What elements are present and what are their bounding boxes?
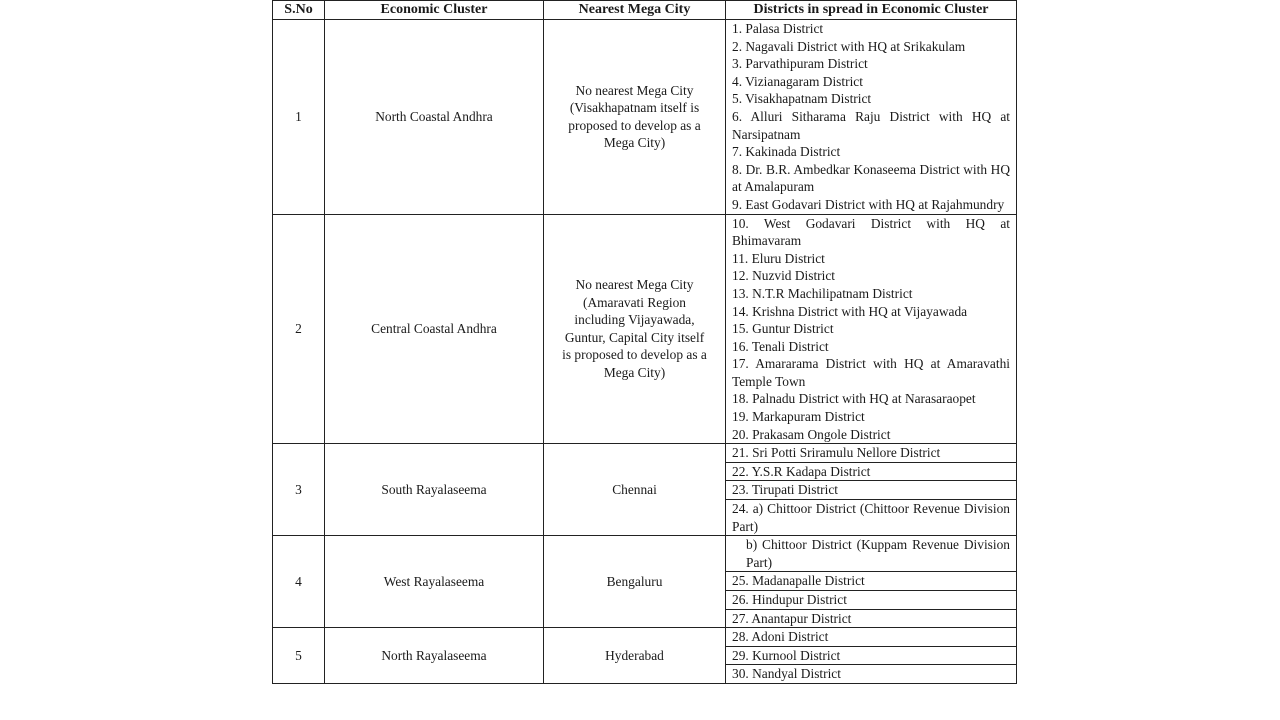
district-item: 17. Amararama District with HQ at Amaravathi Temple Town	[732, 356, 1010, 389]
table-row	[273, 214, 1017, 444]
district-item: 28. Adoni District	[732, 629, 829, 645]
city-line: No nearest Mega City	[575, 277, 694, 293]
district-cell	[726, 572, 1017, 591]
row-districts	[726, 20, 1017, 215]
district-item: 26. Hindupur District	[732, 592, 847, 607]
city-line: (Visakhapatnam itself is	[569, 100, 700, 116]
district-item: 11. Eluru District	[732, 250, 825, 266]
district-cell	[726, 444, 1017, 463]
district-item: 29. Kurnool District	[732, 647, 841, 663]
row-nearest-city: Hyderabad	[544, 628, 726, 684]
district-item: b) Chittoor District (Kuppam Revenue Division Part)	[746, 537, 1010, 570]
district-item: 23. Tirupati District	[732, 482, 839, 498]
clusters-table	[272, 0, 1017, 684]
district-item: 15. Guntur District	[732, 321, 834, 337]
header-districts: Districts in spread in Economic Cluster	[726, 1, 1017, 20]
city-line: Mega City)	[603, 135, 666, 151]
district-cell	[726, 462, 1017, 481]
city-line: including Vijayawada,	[574, 312, 695, 328]
city-line: Mega City)	[603, 365, 666, 381]
district-item: 16. Tenali District	[732, 338, 829, 354]
district-item: 9. East Godavari District with HQ at Rajahmundry	[732, 196, 1005, 212]
row-nearest-city: Chennai	[544, 444, 726, 536]
district-item: 24. a) Chittoor District (Chittoor Revenue Division Part)	[732, 501, 1010, 534]
table-row	[273, 536, 1017, 572]
row-sno: 1	[273, 20, 325, 215]
header-economic-cluster: Economic Cluster	[325, 1, 544, 20]
district-item: 2. Nagavali District with HQ at Srikakulam	[732, 38, 966, 54]
table-row	[273, 444, 1017, 463]
district-item: 30. Nandyal District	[732, 666, 841, 682]
district-cell	[726, 665, 1017, 684]
district-cell	[726, 609, 1017, 628]
district-item: 21. Sri Potti Sriramulu Nellore District	[732, 445, 941, 461]
district-cell	[726, 536, 1017, 572]
table-row	[273, 628, 1017, 647]
district-cell	[726, 646, 1017, 665]
row-nearest-city	[544, 214, 726, 444]
row-sno: 2	[273, 214, 325, 444]
city-line: No nearest Mega City	[575, 82, 694, 98]
row-cluster: West Rayalaseema	[325, 536, 544, 628]
row-cluster: North Rayalaseema	[325, 628, 544, 684]
row-nearest-city: Bengaluru	[544, 536, 726, 628]
city-line: (Amaravati Region	[583, 294, 686, 310]
district-item: 14. Krishna District with HQ at Vijayawada	[732, 303, 968, 319]
district-cell	[726, 500, 1017, 536]
district-item: 22. Y.S.R Kadapa District	[732, 463, 871, 479]
row-nearest-city	[544, 20, 726, 215]
city-line: Guntur, Capital City itself	[564, 329, 705, 345]
header-sno: S.No	[273, 1, 325, 20]
district-cell	[726, 481, 1017, 500]
row-cluster: North Coastal Andhra	[325, 20, 544, 215]
district-item: 5. Visakhapatnam District	[732, 91, 872, 107]
city-line: proposed to develop as a	[568, 117, 701, 133]
district-cell	[726, 591, 1017, 610]
district-item: 1. Palasa District	[732, 21, 824, 36]
header-nearest-mega-city: Nearest Mega City	[544, 1, 726, 20]
district-item: 12. Nuzvid District	[732, 268, 836, 284]
district-item: 27. Anantapur District	[732, 610, 852, 626]
city-line: is proposed to develop as a	[562, 347, 707, 363]
district-item: 18. Palnadu District with HQ at Narasaraopet	[732, 391, 976, 407]
district-item: 6. Alluri Sitharama Raju District with HQ at Narsipatnam	[732, 108, 1010, 142]
row-sno: 4	[273, 536, 325, 628]
district-item: 13. N.T.R Machilipatnam District	[732, 285, 913, 301]
district-item: 19. Markapuram District	[732, 409, 865, 425]
district-item: 4. Vizianagaram District	[732, 73, 863, 89]
header-row	[273, 1, 1017, 20]
row-districts	[726, 214, 1017, 444]
district-item: 25. Madanapalle District	[732, 573, 865, 589]
district-cell	[726, 628, 1017, 647]
row-cluster: South Rayalaseema	[325, 444, 544, 536]
district-item: 20. Prakasam Ongole District	[732, 426, 891, 442]
row-sno: 5	[273, 628, 325, 684]
district-item: 3. Parvathipuram District	[732, 56, 868, 72]
row-cluster: Central Coastal Andhra	[325, 214, 544, 444]
table-row	[273, 20, 1017, 215]
district-item: 8. Dr. B.R. Ambedkar Konaseema District with HQ at Amalapuram	[732, 161, 1010, 195]
district-item: 10. West Godavari District with HQ at Bhimavaram	[732, 215, 1010, 249]
district-item: 7. Kakinada District	[732, 144, 841, 160]
row-sno: 3	[273, 444, 325, 536]
